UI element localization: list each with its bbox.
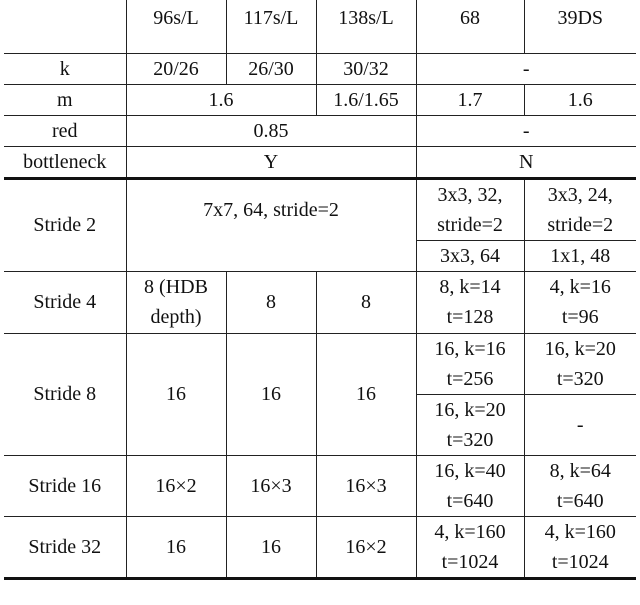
row-label-stride16: Stride 16 xyxy=(4,455,126,516)
cell-m-68: 1.7 xyxy=(416,84,524,115)
row-label-stride2: Stride 2 xyxy=(4,178,126,271)
row-stride16 xyxy=(4,455,636,516)
cell-stride4-138: 8 xyxy=(316,271,416,333)
cell-line: 3x3, 24, xyxy=(547,183,613,206)
header-96s-l: 96s/L xyxy=(126,0,226,53)
cell-stride2-68-a xyxy=(416,178,524,240)
cell-line: stride=2 xyxy=(547,213,614,236)
cell-stride8-96: 16 xyxy=(126,333,226,455)
cell-stride2-39-a xyxy=(524,178,636,240)
row-label-stride4: Stride 4 xyxy=(4,271,126,333)
row-stride2-a xyxy=(4,178,636,240)
cell-stride8-68-b xyxy=(416,394,524,455)
cell-line: depth) xyxy=(150,306,202,328)
cell-bottleneck-68-39: N xyxy=(416,146,636,178)
row-stride8-a xyxy=(4,333,636,394)
cell-line: 16, k=20 xyxy=(434,398,506,421)
cell-k-68-39: - xyxy=(416,53,636,84)
cell-stride16-68 xyxy=(416,455,524,516)
cell-k-117: 26/30 xyxy=(226,53,316,84)
cell-stride2-68-b: 3x3, 64 xyxy=(416,240,524,271)
cell-stride2-96-138: 7x7, 64, stride=2 xyxy=(126,178,416,271)
cell-stride8-117: 16 xyxy=(226,333,316,455)
cell-stride8-138: 16 xyxy=(316,333,416,455)
row-label-stride32: Stride 32 xyxy=(4,516,126,578)
header-corner-cell xyxy=(4,0,126,53)
row-label-bottleneck: bottleneck xyxy=(4,146,126,178)
cell-line: t=640 xyxy=(446,489,494,512)
row-label-red: red xyxy=(4,115,126,146)
cell-stride4-96 xyxy=(126,271,226,333)
cell-line: 8 (HDB xyxy=(144,276,208,298)
cell-line: t=320 xyxy=(446,428,494,451)
cell-line: 16, k=20 xyxy=(544,337,616,360)
cell-line: 16, k=40 xyxy=(434,459,506,482)
row-bottleneck xyxy=(4,146,636,178)
row-stride32 xyxy=(4,516,636,578)
cell-line: t=320 xyxy=(556,367,604,390)
cell-line: 3x3, 32, xyxy=(437,183,503,206)
cell-red-96-138: 0.85 xyxy=(126,115,416,146)
header-117s-l: 117s/L xyxy=(226,0,316,53)
cell-line: t=640 xyxy=(556,489,604,512)
cell-line: t=256 xyxy=(446,367,494,390)
cell-stride4-117: 8 xyxy=(226,271,316,333)
cell-line: 8, k=64 xyxy=(549,459,611,482)
cell-line: 4, k=160 xyxy=(434,520,506,543)
cell-red-68-39: - xyxy=(416,115,636,146)
cell-line: t=1024 xyxy=(551,550,609,573)
cell-line: 8, k=14 xyxy=(439,276,501,298)
cell-line: 16, k=16 xyxy=(434,337,506,360)
cell-m-138: 1.6/1.65 xyxy=(316,84,416,115)
cell-line: 4, k=160 xyxy=(544,520,616,543)
row-label-m: m xyxy=(4,84,126,115)
cell-stride16-138: 16×3 xyxy=(316,455,416,516)
architecture-table-container xyxy=(4,0,636,580)
cell-line: t=128 xyxy=(446,306,494,328)
cell-stride32-117: 16 xyxy=(226,516,316,578)
header-68: 68 xyxy=(416,0,524,53)
cell-stride2-39-b: 1x1, 48 xyxy=(524,240,636,271)
cell-stride32-138: 16×2 xyxy=(316,516,416,578)
header-39ds: 39DS xyxy=(524,0,636,53)
cell-stride16-39 xyxy=(524,455,636,516)
cell-m-96-117: 1.6 xyxy=(126,84,316,115)
cell-stride8-39-a xyxy=(524,333,636,394)
row-k xyxy=(4,53,636,84)
cell-line: t=96 xyxy=(561,306,599,328)
row-m xyxy=(4,84,636,115)
cell-m-39: 1.6 xyxy=(524,84,636,115)
cell-stride8-68-a xyxy=(416,333,524,394)
cell-stride4-39 xyxy=(524,271,636,333)
cell-bottleneck-96-138: Y xyxy=(126,146,416,178)
cell-k-138: 30/32 xyxy=(316,53,416,84)
cell-stride32-39 xyxy=(524,516,636,578)
cell-stride16-96: 16×2 xyxy=(126,455,226,516)
cell-line: stride=2 xyxy=(437,213,503,236)
cell-line: t=1024 xyxy=(441,550,499,573)
architecture-config-table xyxy=(4,0,636,580)
cell-stride16-117: 16×3 xyxy=(226,455,316,516)
cell-stride32-68 xyxy=(416,516,524,578)
cell-stride32-96: 16 xyxy=(126,516,226,578)
row-stride4 xyxy=(4,271,636,333)
cell-stride4-68 xyxy=(416,271,524,333)
cell-line: 4, k=16 xyxy=(549,276,611,298)
header-138s-l: 138s/L xyxy=(316,0,416,53)
row-red xyxy=(4,115,636,146)
cell-stride8-39-b: - xyxy=(524,394,636,455)
header-row xyxy=(4,0,636,53)
row-label-stride8: Stride 8 xyxy=(4,333,126,455)
row-label-k: k xyxy=(4,53,126,84)
cell-k-96: 20/26 xyxy=(126,53,226,84)
